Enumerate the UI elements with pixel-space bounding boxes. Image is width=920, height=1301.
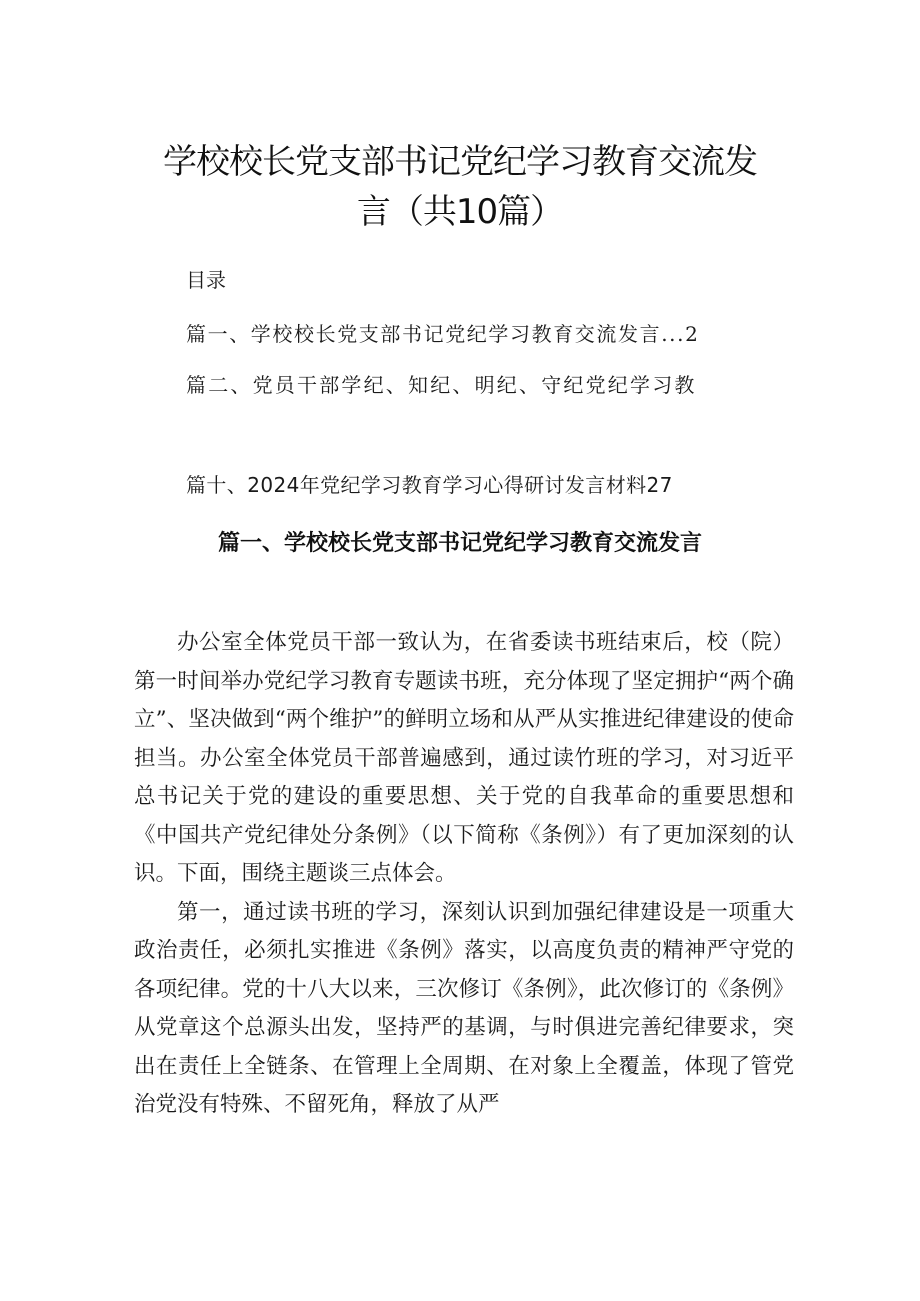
toc-entry-2: 篇二、党员干部学纪、知纪、明纪、守纪党纪学习教 (186, 373, 697, 397)
paragraph-2: 第一，通过读书班的学习，深刻认识到加强纪律建设是一项重大政治责任，必须扎实推进《条例》落实，以高度负责的精神严守党的各项纪律。党的十八大以来，三次修订《条例》，此次修订的《条例》从党章这个总源头出发，坚持严的基调，与时俱进完善纪律要求，突出在责任上全链条、在管理上全周期、在对象上全覆盖，体现了管党治党没有特殊、不留死角，释放了从严 (134, 899, 794, 1117)
toc-label: 目录 (186, 268, 226, 292)
toc-entry-1: 篇一、学校校长党支部书记党纪学习教育交流发言...2 (186, 322, 700, 346)
document-title-line2: 言（共10篇） (356, 192, 564, 232)
toc-entry-10: 篇十、2024年党纪学习教育学习心得研讨发言材料27 (186, 473, 673, 497)
body-text (134, 624, 794, 1125)
section-heading: 篇一、学校校长党支部书记党纪学习教育交流发言 (217, 531, 702, 556)
paragraph-1: 办公室全体党员干部一致认为，在省委读书班结束后，校（院）第一时间举办党纪学习教育专题读书班，充分体现了坚定拥护“两个确立”、坚决做到“两个维护”的鲜明立场和从严从实推进纪律建设的使命担当。办公室全体党员干部普遍感到，通过读竹班的学习，对习近平总书记关于党的建设的重要思想、关于党的自我革命的重要思想和《中国共产党纪律处分条例》（以下简称《条例》）有了更加深刻的认识。下面，围绕主题谈三点体会。 (134, 630, 794, 886)
document-title-line1: 学校校长党支部书记党纪学习教育交流发 (163, 142, 757, 182)
